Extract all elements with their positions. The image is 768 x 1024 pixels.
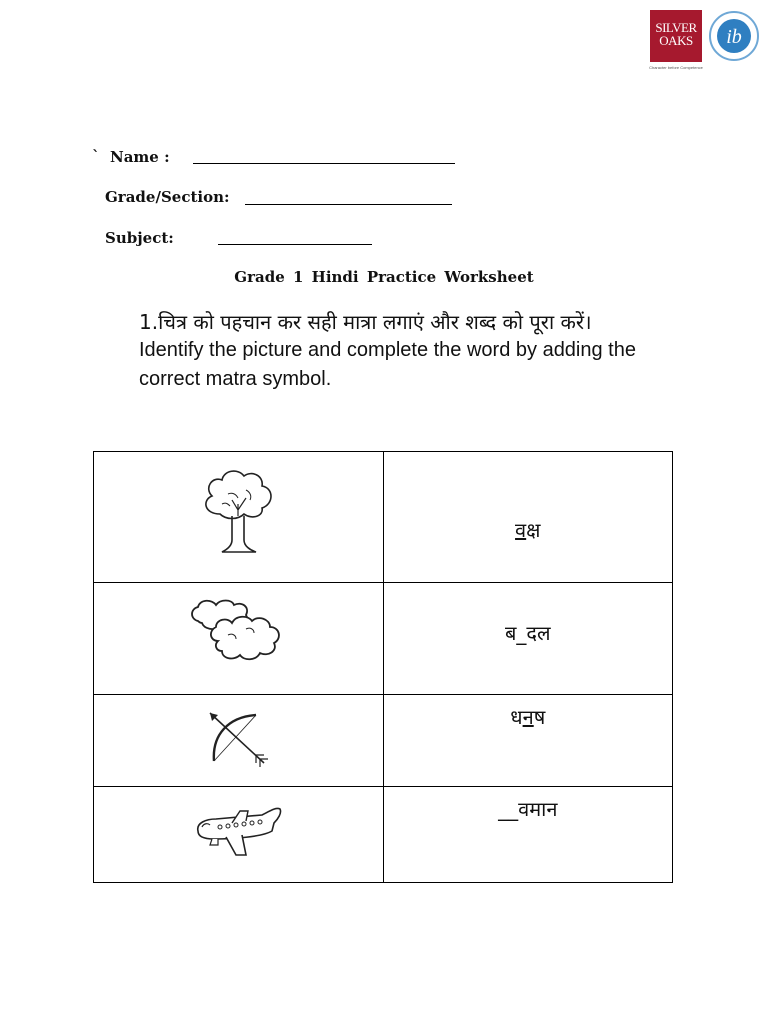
picture-cell [94, 787, 384, 883]
picture-cell [94, 695, 384, 787]
word-cell: वक्ष [383, 452, 672, 583]
table-row [94, 452, 673, 583]
subject-field[interactable] [218, 244, 372, 245]
backtick-mark: ` [92, 147, 100, 165]
word-cell: __वमान [383, 787, 672, 883]
svg-text:ib: ib [726, 26, 742, 48]
word-cell: धनष [383, 695, 672, 787]
ib-logo [708, 10, 760, 62]
question-block [139, 308, 659, 394]
airplane-icon [192, 801, 284, 863]
cloud-icon [188, 599, 288, 665]
question-hindi: 1.चित्र को पहचान कर सही मात्रा लगाएं और शब्द को पूरा करें। [139, 310, 592, 334]
word-blank[interactable]: __ [498, 797, 519, 821]
silver-oaks-logo: SILVER OAKS Character before Competence [650, 10, 702, 62]
worksheet-table [93, 451, 673, 883]
grade-section-field[interactable] [245, 204, 452, 205]
name-label: Name : [110, 148, 170, 166]
name-field[interactable] [193, 163, 455, 164]
logo-area [648, 8, 764, 70]
grade-section-label: Grade/Section: [105, 188, 230, 206]
table-row [94, 695, 673, 787]
subject-label: Subject: [105, 229, 174, 247]
table-row [94, 583, 673, 695]
word-blank[interactable]: व [515, 518, 527, 542]
picture-cell [94, 452, 384, 583]
word-blank[interactable]: _ [516, 621, 527, 645]
table-row [94, 787, 673, 883]
picture-cell [94, 583, 384, 695]
word-blank[interactable]: न [522, 705, 534, 729]
bow-arrow-icon [206, 709, 270, 771]
word-cell: ब_दल [383, 583, 672, 695]
tree-icon [198, 464, 278, 556]
question-english: Identify the picture and complete the word by adding the correct matra symbol. [139, 339, 636, 390]
worksheet-title: Grade 1 Hindi Practice Worksheet [234, 268, 534, 286]
